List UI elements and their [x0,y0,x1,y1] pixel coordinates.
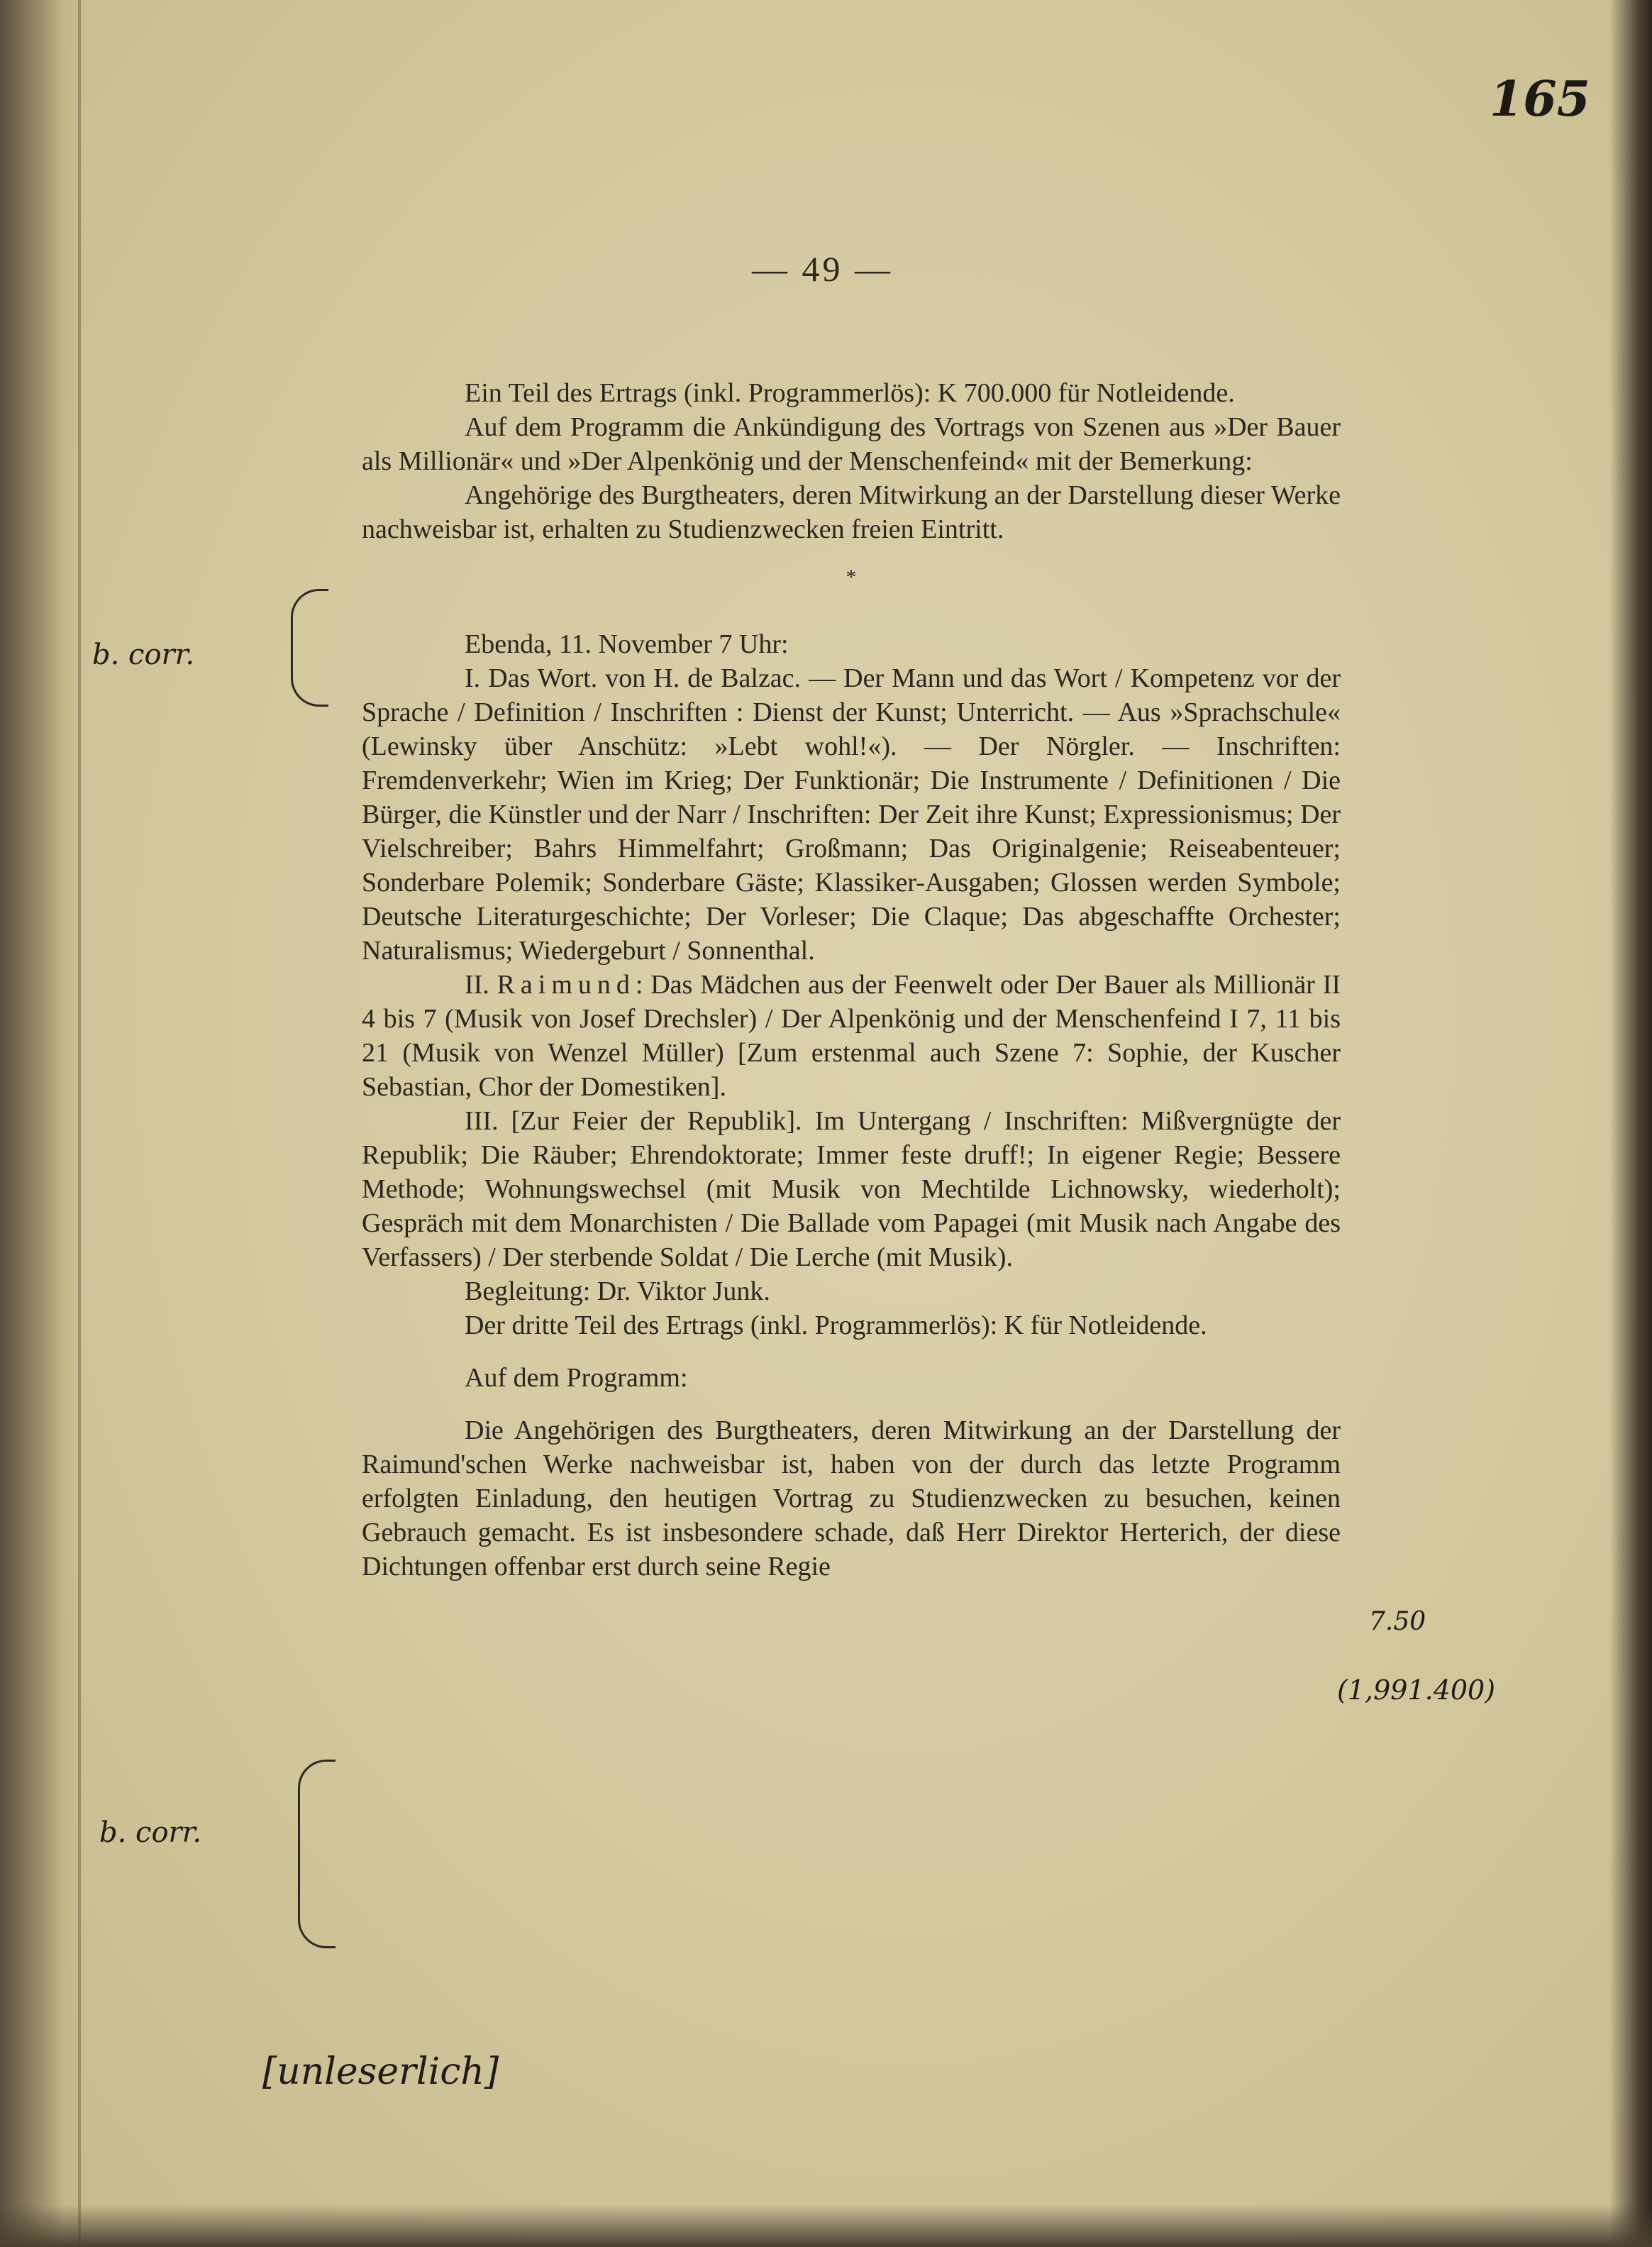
paragraph-quote: Angehörige des Burgtheaters, deren Mitwirkung an der Darstellung dieser Werke nachweisbar ist, erhalten zu Studienzwecken freien Eintritt. [362,480,1341,544]
part-2-prefix: II. [465,970,489,1000]
margin-note-1: b. corr. [92,639,195,671]
paragraph-announcement: Auf dem Programm die Ankündigung des Vortrags von Szenen aus »Der Bauer als Millionär« und »Der Alpenkönig und der Menschenfeind« mit der Bemerkung: [362,412,1341,476]
bottom-handwritten-note: [unleserlich] [262,2050,499,2093]
right-margin-note-2: (1,991.400) [1337,1674,1496,1706]
program-note: Die Angehörigen des Burgtheaters, deren Mitwirkung an der Darstellung der Raimund'schen Werke nachweisbar ist, haben von der durch das letzte Programm erfolgten Einladung, den heutigen Vortrag zu Studienzwecken zu besuchen, keinen Gebrauch gemacht. Es ist insbesondere schade, daß Herr Direktor Herterich, der diese Dichtungen offenbar erst durch seine Regie [362,1415,1341,1581]
proceeds-line: Der dritte Teil des Ertrags (inkl. Programmerlös): K für Notleidende. [465,1310,1207,1340]
folio-number: 165 [1490,71,1590,128]
binding-line [78,0,81,2247]
event-heading: Ebenda, 11. November 7 Uhr: [465,629,789,659]
paragraph-proceeds: Ein Teil des Ertrags (inkl. Programmerlös): K 700.000 für Notleidende. [465,378,1235,408]
section-separator: * [846,565,857,589]
right-margin-note-1: 7.50 [1369,1607,1426,1636]
part-2-author: Raimund [497,970,636,1000]
part-2-text: : Das Mädchen aus der Feenwelt oder Der Bauer als Millionär II 4 bis 7 (Musik von Josef Drechsler) / Der Alpenkönig und der Menschenfeind I 7, 11 bis 21 (Musik von Wenzel Müller) [Zum erstenmal auch Szene 7: Sophie, der Kuscher Sebastian, Chor der Domestiken]. [362,970,1341,1102]
program-heading: Auf dem Programm: [465,1363,688,1393]
book-gutter-shadow [0,0,85,2247]
margin-note-2: b. corr. [99,1816,202,1849]
page-number: — 49 — [752,249,893,289]
page-edge-right [1609,0,1652,2247]
body-text [362,376,1341,1584]
margin-bracket-1 [291,589,328,707]
accompaniment-line: Begleitung: Dr. Viktor Junk. [465,1276,770,1306]
page-edge-bottom [0,2204,1652,2247]
program-part-3: III. [Zur Feier der Republik]. Im Untergang / Inschriften: Mißvergnügte der Republik; Die Räuber; Ehrendoktorate; Immer feste druff!; In eigener Regie; Bessere Methode; Wohnungswechsel (mit Musik von Mechtilde Lichnowsky, wiederholt); Gespräch mit dem Monarchisten / Die Ballade vom Papagei (mit Musik nach Angabe des Verfassers) / Der sterbende Soldat / Die Lerche (mit Musik). [362,1106,1341,1272]
program-part-2 [362,968,1341,1104]
program-part-1: I. Das Wort. von H. de Balzac. — Der Mann und das Wort / Kompetenz vor der Sprache / Definition / Inschriften : Dienst der Kunst; Unterricht. — Aus »Sprachschule« (Lewinsky über Anschütz: »Lebt wohl!«). — Der Nörgler. — Inschriften: Fremdenverkehr; Wien im Krieg; Der Funktionär; Die Instrumente / Definitionen / Die Bürger, die Künstler und der Narr / Inschriften: Der Zeit ihre Kunst; Expressionismus; Der Vielschreiber; Bahrs Himmelfahrt; Großmann; Das Originalgenie; Reiseabenteuer; Sonderbare Polemik; Sonderbare Gäste; Klassiker-Ausgaben; Glossen werden Symbole; Deutsche Literaturgeschichte; Der Vorleser; Die Claque; Das abgeschaffte Orchester; Naturalismus; Wiedergeburt / Sonnenthal. [362,663,1341,966]
margin-bracket-2 [298,1760,336,1948]
